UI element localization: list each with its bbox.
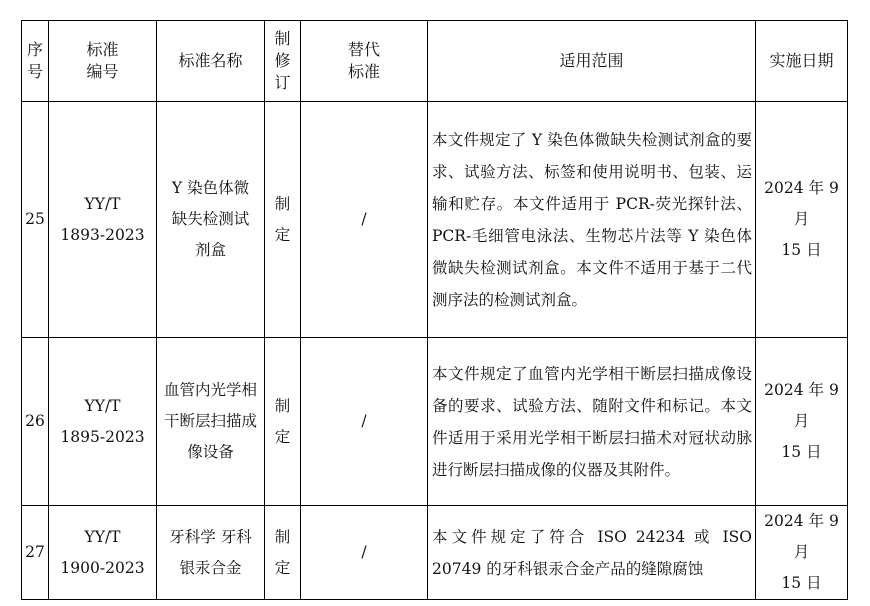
- row-type: 制定: [265, 506, 301, 600]
- table-row: [22, 102, 848, 338]
- header-code: 标准编号: [49, 21, 157, 102]
- row-seq: 26: [22, 338, 49, 506]
- row-type: 制定: [265, 338, 301, 506]
- standards-table: [21, 20, 848, 600]
- header-replace: 替代标准: [301, 21, 428, 102]
- row-code: YY/T 1893-2023: [49, 102, 157, 338]
- row-date: 2024 年 9 月 15 日: [756, 338, 848, 506]
- row-seq: 27: [22, 506, 49, 600]
- row-replace: /: [301, 506, 428, 600]
- row-scope: 本文件规定了 Y 染色体微缺失检测试剂盒的要求、试验方法、标签和使用说明书、包装、运输和贮存。本文件适用于 PCR-荧光探针法、PCR-毛细管电泳法、生物芯片法等 Y 染色体微缺失检测试剂盒。本文件不适用于基于二代测序法的检测试剂盒。: [428, 102, 756, 338]
- row-name: 牙科学 牙科银汞合金: [157, 506, 265, 600]
- row-replace: /: [301, 338, 428, 506]
- row-type: 制定: [265, 102, 301, 338]
- header-name: 标准名称: [157, 21, 265, 102]
- row-name: 血管内光学相干断层扫描成像设备: [157, 338, 265, 506]
- row-code: YY/T 1900-2023: [49, 506, 157, 600]
- row-replace: /: [301, 102, 428, 338]
- row-seq: 25: [22, 102, 49, 338]
- header-date: 实施日期: [756, 21, 848, 102]
- row-scope: 本文件规定了符合 ISO 24234 或 ISO 20749 的牙科银汞合金产品的缝隙腐蚀: [428, 506, 756, 600]
- header-row: [22, 21, 848, 102]
- row-date: 2024 年 9 月 15 日: [756, 102, 848, 338]
- table-row: [22, 338, 848, 506]
- header-type: 制修订: [265, 21, 301, 102]
- row-date: 2024 年 9 月 15 日: [756, 506, 848, 600]
- header-scope: 适用范围: [428, 21, 756, 102]
- row-scope: 本文件规定了血管内光学相干断层扫描成像设备的要求、试验方法、随附文件和标记。本文件适用于采用光学相干断层扫描术对冠状动脉进行断层扫描成像的仪器及其附件。: [428, 338, 756, 506]
- row-code: YY/T 1895-2023: [49, 338, 157, 506]
- table-row: [22, 506, 848, 600]
- row-name: Y 染色体微缺失检测试剂盒: [157, 102, 265, 338]
- header-seq: 序号: [22, 21, 49, 102]
